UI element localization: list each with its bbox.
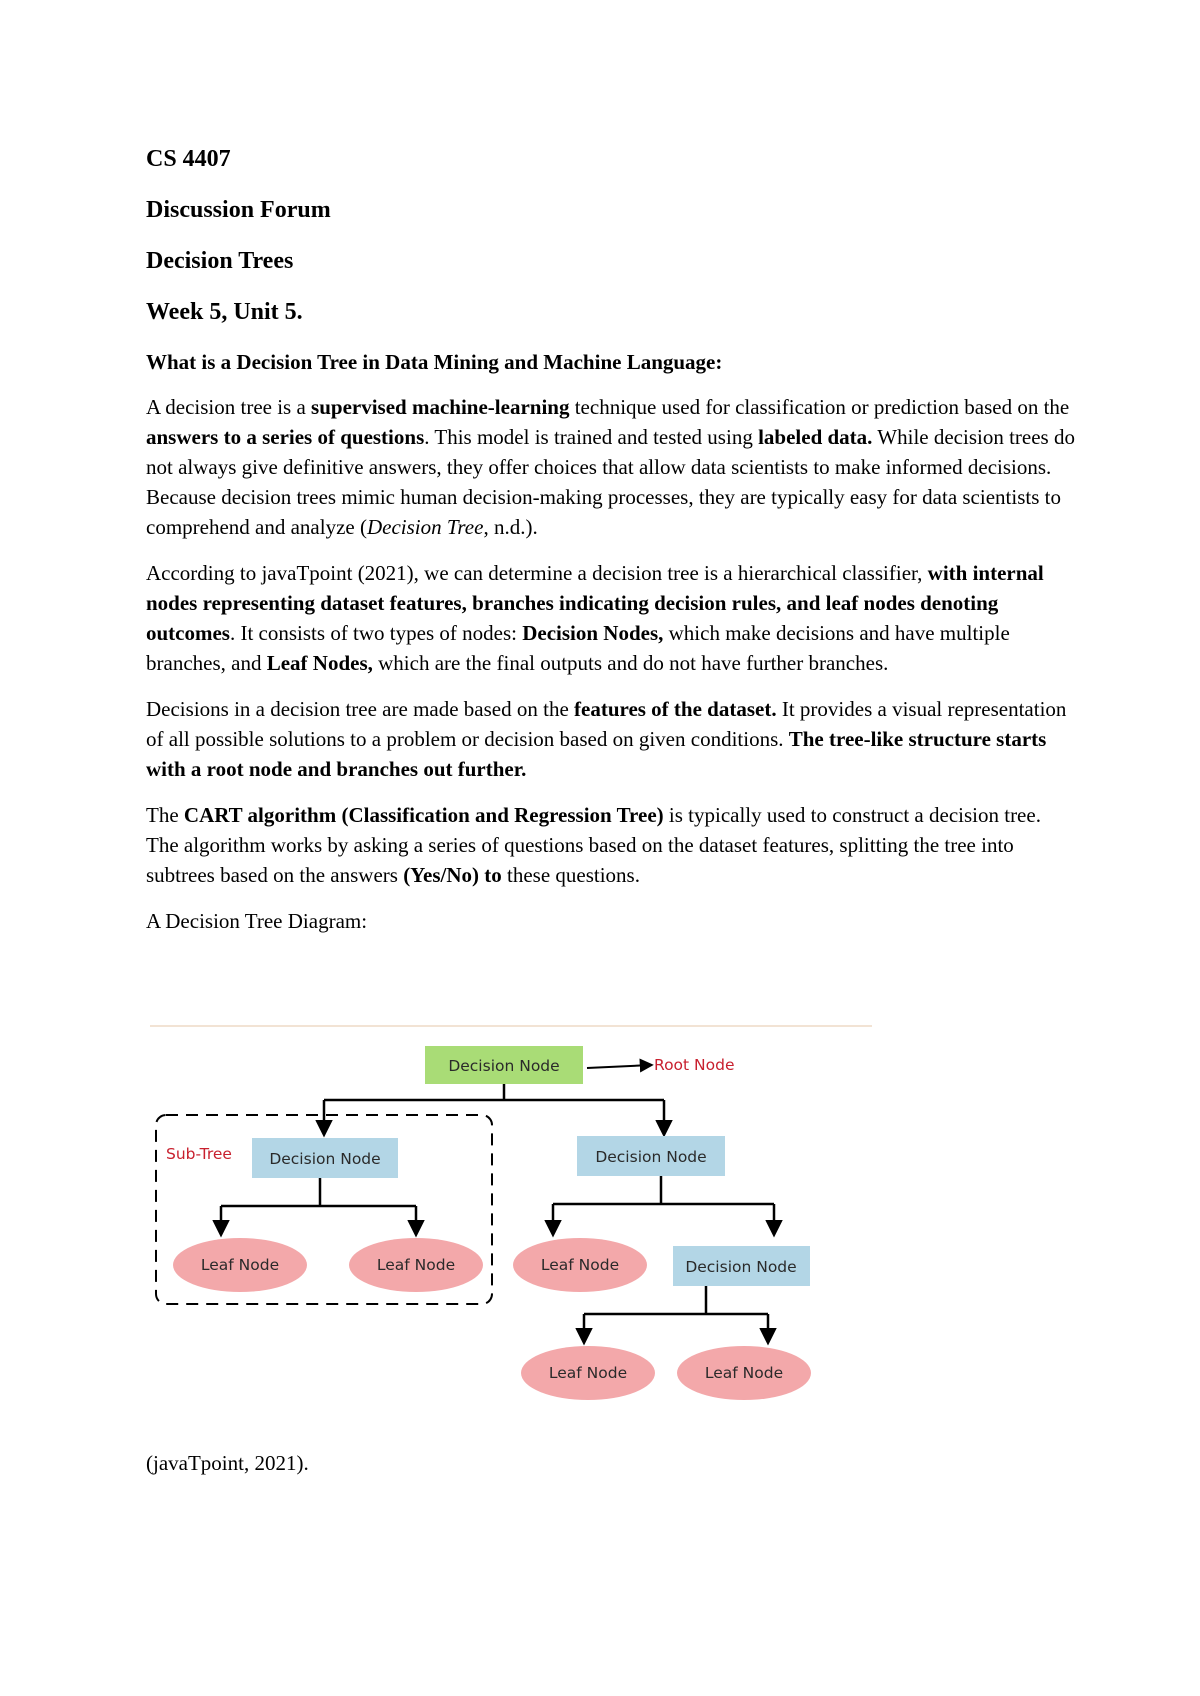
question-heading: What is a Decision Tree in Data Mining and Machine Language: <box>146 350 723 374</box>
leaf-node-1-label: Leaf Node <box>200 1256 280 1274</box>
leaf-node-2-label: Leaf Node <box>376 1256 456 1274</box>
leaf-node-4-label: Leaf Node <box>548 1364 628 1382</box>
decision-tree-diagram <box>146 1018 876 1408</box>
inner-decision-node-label: Decision Node <box>685 1258 797 1276</box>
subtree-label: Sub-Tree <box>166 1145 232 1163</box>
leaf-node-5-label: Leaf Node <box>704 1364 784 1382</box>
decision-tree-svg <box>146 1018 876 1408</box>
root-annotation-label: Root Node <box>654 1056 735 1074</box>
paragraph-definition: A decision tree is a supervised machine-learning technique used for classification or prediction based on the answers to a series of questions. This model is trained and tested using labeled data. While decision trees do not always give definitive answers, they offer choices that allow data scientists to make informed decisions. Because decision trees mimic human decision-making processes, they are typically easy for data scientists to comprehend and analyze (Decision Tree, n.d.). <box>146 395 1075 539</box>
root-annotation-arrow <box>587 1065 651 1068</box>
paragraph-features: Decisions in a decision tree are made based on the features of the dataset. It provides a visual representation of all possible solutions to a problem or decision based on given conditions. The tree-like structure starts with a root node and branches out further. <box>146 697 1067 781</box>
topic-title: Decision Trees <box>146 248 294 274</box>
right-decision-node-label: Decision Node <box>595 1148 707 1166</box>
paragraph-cart: The CART algorithm (Classification and Regression Tree) is typically used to construct a decision tree. The algorithm works by asking a series of questions based on the dataset features, splitting the tree into subtrees based on the answers (Yes/No) to these questions. <box>146 803 1041 887</box>
course-code: CS 4407 <box>146 146 231 172</box>
diagram-citation: (javaTpoint, 2021). <box>146 1451 309 1475</box>
document-body <box>146 144 1076 936</box>
forum-title: Discussion Forum <box>146 197 331 223</box>
leaf-node-3-label: Leaf Node <box>540 1256 620 1274</box>
left-decision-node-label: Decision Node <box>269 1150 381 1168</box>
root-decision-node-label: Decision Node <box>448 1057 560 1075</box>
paragraph-structure: According to javaTpoint (2021), we can determine a decision tree is a hierarchical classifier, with internal nodes representing dataset features, branches indicating decision rules, and leaf nodes denoting outcomes. It consists of two types of nodes: Decision Nodes, which make decisions and have multiple branches, and Leaf Nodes, which are the final outputs and do not have further branches. <box>146 561 1044 675</box>
week-unit: Week 5, Unit 5. <box>146 299 303 325</box>
diagram-intro: A Decision Tree Diagram: <box>146 909 368 933</box>
